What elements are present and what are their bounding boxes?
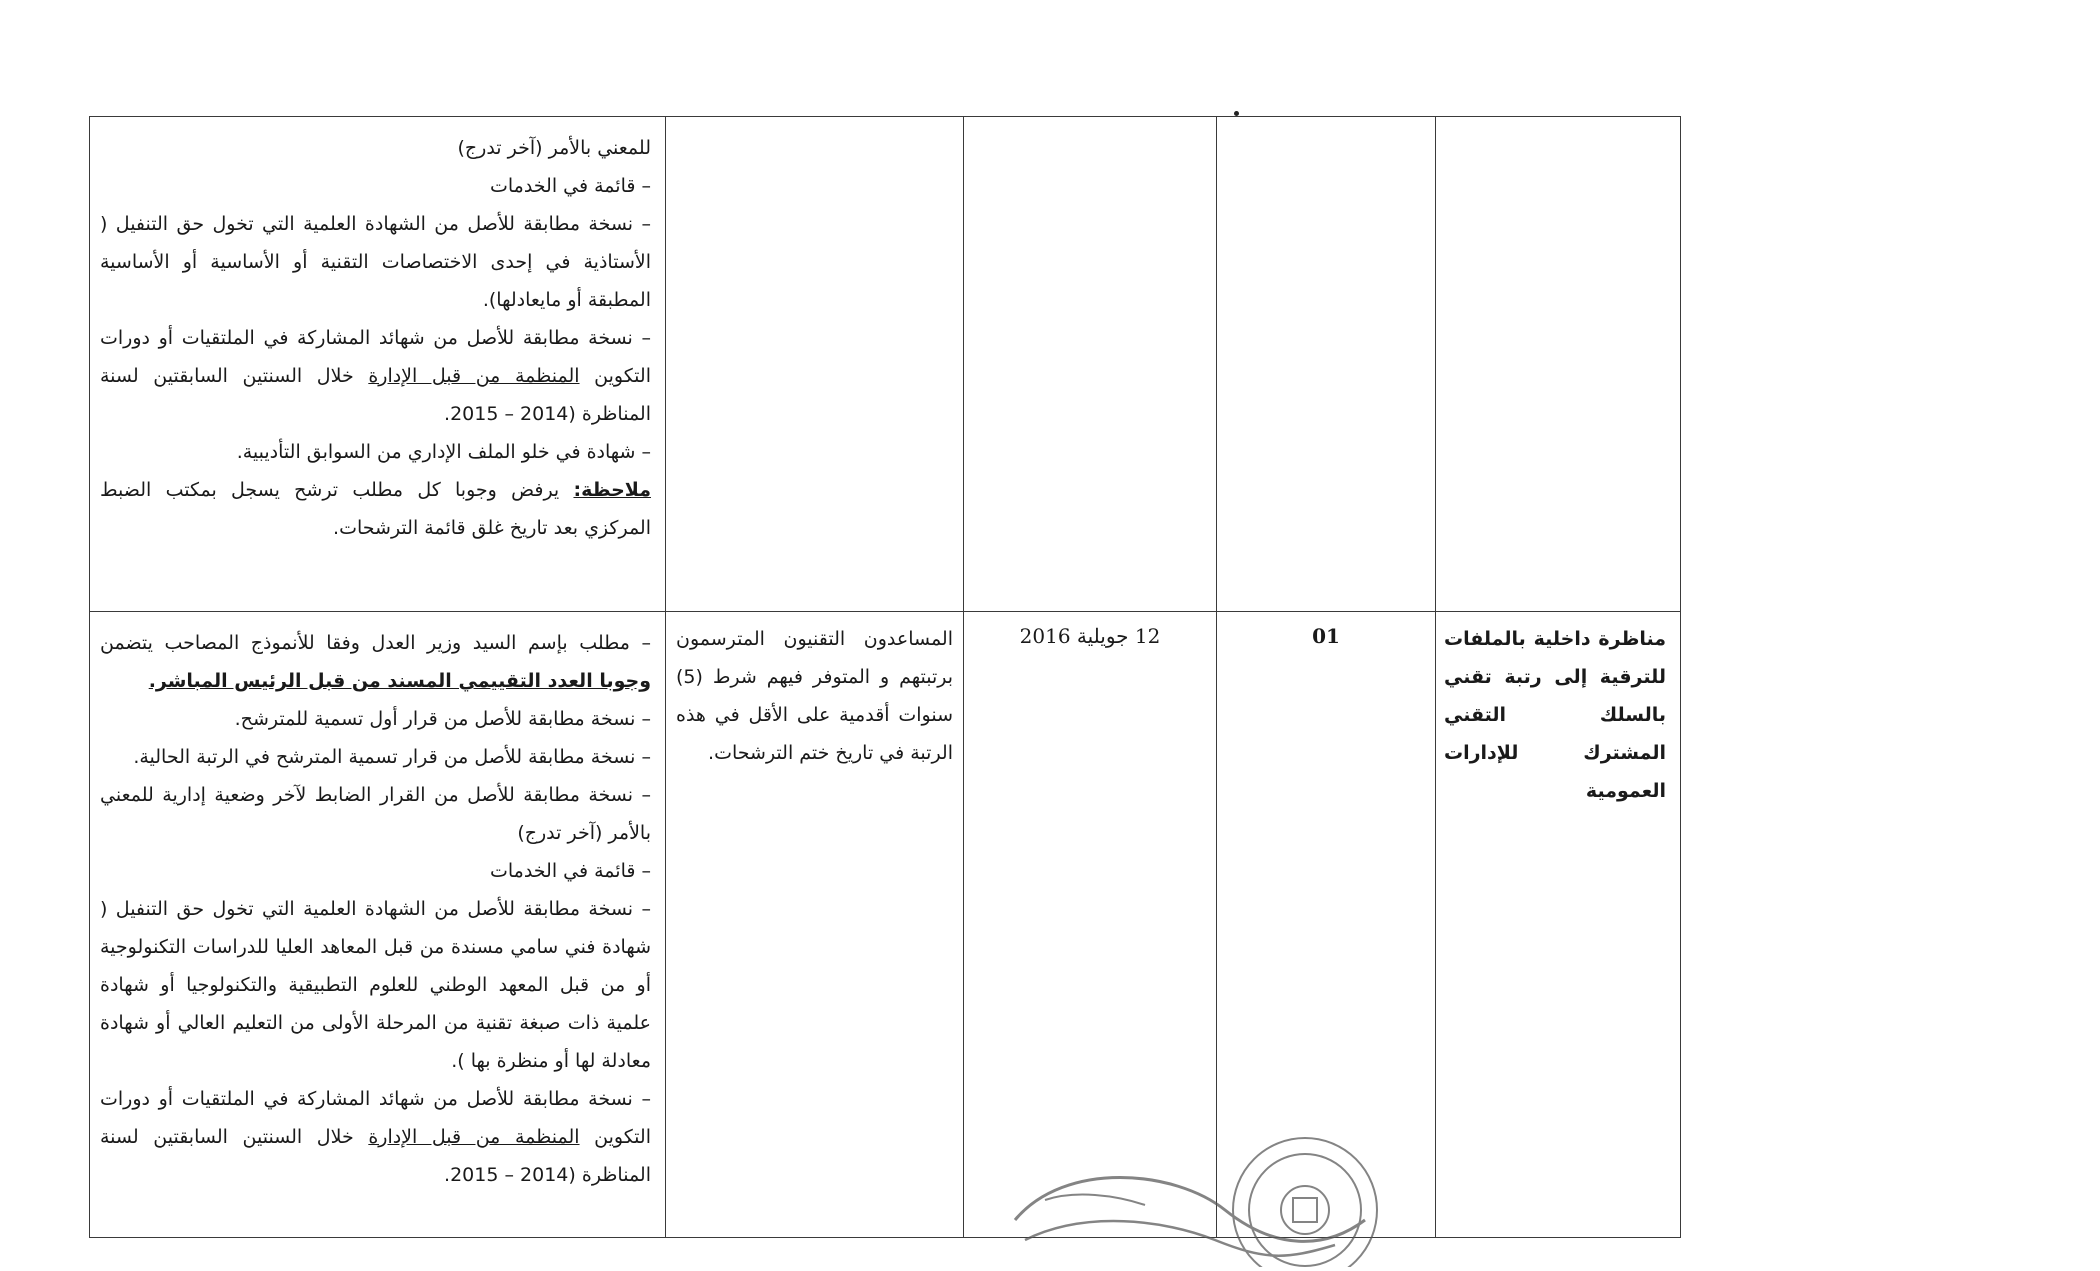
doc-line: – نسخة مطابقة للأصل من الشهادة العلمية التي تخول حق التنفيل ( الأستاذية في إحدى الاختصاصات التقنية أو الأساسية أو الأساسية المطبقة أو مايعادلها). [100,213,651,311]
note-line [100,471,651,547]
doc-line: للمعني بالأمر (آخر تدرج) [457,137,651,159]
conditions-cell [666,117,964,612]
emphasized-phrase: وجوبا العدد التقييمي المسند من قبل الرئيس المباشر. [148,670,651,692]
conditions-text: المساعدون التقنيون المترسمون برتبتهم و المتوفر فيهم شرط (5) سنوات أقدمية على الأقل في هذه الرتبة في تاريخ ختم الترشحات. [676,628,953,764]
contest-cell [1436,612,1681,1238]
doc-line: – نسخة مطابقة للأصل من شهائد المشاركة في الملتقيات أو دورات التكوين المنظمة من قبل الإدارة خلال السنتين السابقتين لسنة المناظرة (2014 – 2015. [100,1088,651,1186]
table-row [90,612,1681,1238]
stamp-outer-ring [1233,1138,1377,1267]
documents-list [90,117,665,547]
signature-stroke [1045,1195,1145,1205]
requirements-table [89,116,1681,1238]
doc-line: – نسخة مطابقة للأصل من شهائد المشاركة في الملتقيات أو دورات التكوين المنظمة من قبل الإدارة خلال السنتين السابقتين لسنة المناظرة (2014 – 2015. [100,327,651,425]
contest-cell [1436,117,1681,612]
doc-line: – شهادة في خلو الملف الإداري من السوابق التأديبية. [236,441,651,463]
stamp-emblem [1281,1186,1329,1234]
doc-line: – نسخة مطابقة للأصل من قرار أول تسمية للمترشح. [234,708,651,730]
note-label: ملاحظة: [573,479,651,501]
documents-list [90,612,665,1194]
conditions-cell [666,612,964,1238]
underlined-phrase: المنظمة من قبل الإدارة [368,365,580,387]
stamp-inner-ring [1249,1154,1361,1266]
doc-line: – قائمة في الخدمات [489,175,651,197]
contest-date: 12 جويلية 2016 [1019,624,1161,648]
doc-line: – نسخة مطابقة للأصل من الشهادة العلمية التي تخول حق التنفيل ( شهادة فني سامي مسندة من قبل المعاهد العليا للدراسات التكنولوجية أو من قبل المعهد الوطني للعلوم التطبيقية والتكنولوجيا أو شهادة علمية ذات صبغة تقنية من المرحلة الأولى من التعليم العالي أو شهادة معادلة لها أو منظرة بها ). [100,898,651,1072]
contest-title: مناظرة داخلية بالملفات للترقية إلى رتبة تقني بالسلك التقني المشترك للإدارات العمومية [1444,628,1666,802]
official-stamp [1005,1100,1385,1267]
posts-cell [1217,117,1436,612]
doc-line: – مطلب بإسم السيد وزير العدل وفقا للأنموذج المصاحب يتضمن وجوبا العدد التقييمي المسند من قبل الرئيس المباشر. [100,632,651,692]
underlined-phrase: المنظمة من قبل الإدارة [368,1126,580,1148]
posts-count: 01 [1312,624,1340,648]
stamp-emblem-mark [1293,1198,1317,1222]
date-cell [964,117,1217,612]
doc-line: – قائمة في الخدمات [489,860,651,882]
documents-cell [90,612,666,1238]
doc-line: – نسخة مطابقة للأصل من القرار الضابط لآخر وضعية إدارية للمعني بالأمر (آخر تدرج) [100,784,651,844]
table-row [90,117,1681,612]
doc-line: – نسخة مطابقة للأصل من قرار تسمية المترشح في الرتبة الحالية. [133,746,651,768]
note-text: يرفض وجوبا كل مطلب ترشح يسجل بمكتب الضبط المركزي بعد تاريخ غلق قائمة الترشحات. [100,479,651,539]
documents-cell [90,117,666,612]
